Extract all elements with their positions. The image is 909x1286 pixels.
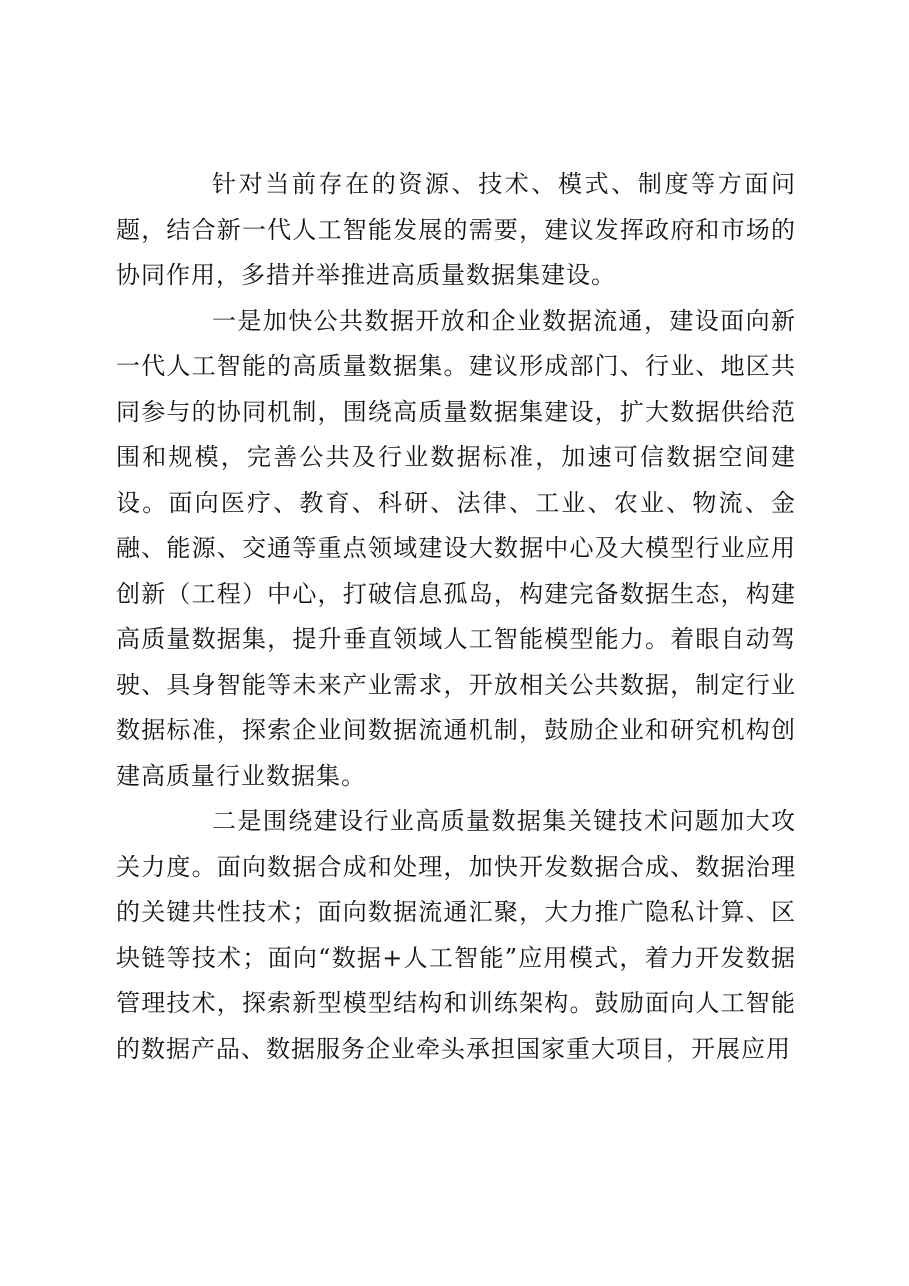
paragraph-point-one: 一是加快公共数据开放和企业数据流通，建设面向新一代人工智能的高质量数据集。建议形成部门、行业、地区共同参与的协同机制，围绕高质量数据集建设，扩大数据供给范围和规模，完善公共及行业数据标准，加速可信数据空间建设。面向医疗、教育、科研、法律、工业、农业、物流、金融、能源、交通等重点领域建设大数据中心及大模型行业应用创新（工程）中心，打破信息孤岛，构建完备数据生态，构建高质量数据集，提升垂直领域人工智能模型能力。着眼自动驾驶、具身智能等未来产业需求，开放相关公共数据，制定行业数据标准，探索企业间数据流通机制，鼓励企业和研究机构创建高质量行业数据集。 [116, 306, 796, 790]
paragraph-intro: 针对当前存在的资源、技术、模式、制度等方面问题，结合新一代人工智能发展的需要，建议发挥政府和市场的协同作用，多措并举推进高质量数据集建设。 [116, 170, 796, 289]
paragraph-point-two: 二是围绕建设行业高质量数据集关键技术问题加大攻关力度。面向数据合成和处理，加快开发数据合成、数据治理的关键共性技术；面向数据流通汇聚，大力推广隐私计算、区块链等技术；面向“数据+人工智能”应用模式，着力开发数据管理技术，探索新型模型结构和训练架构。鼓励面向人工智能的数据产品、数据服务企业牵头承担国家重大项目，开展应用 [116, 807, 796, 1063]
document-body [116, 162, 796, 1072]
